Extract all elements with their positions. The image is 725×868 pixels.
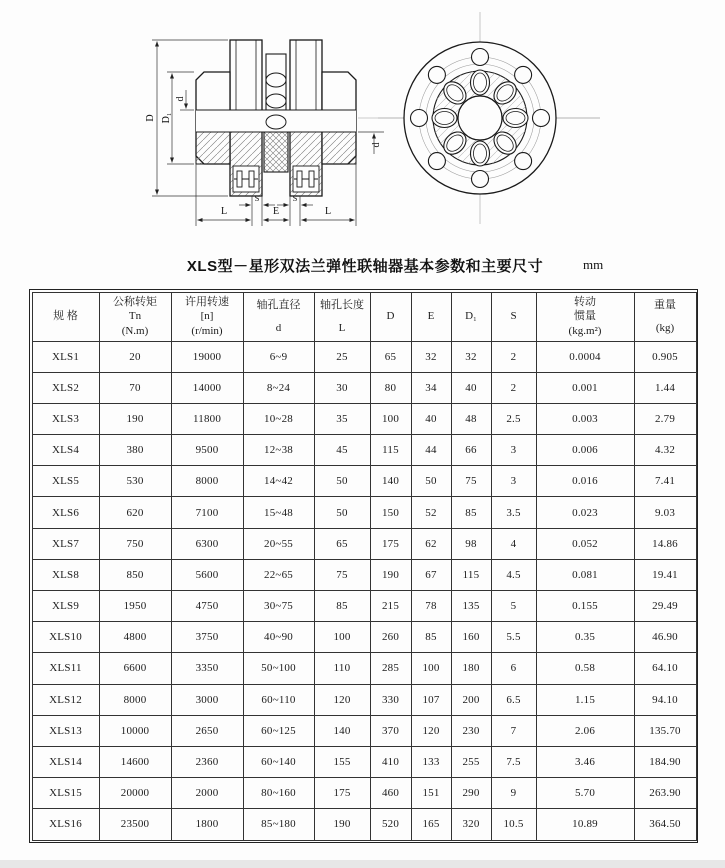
dim-label-E: E [272,206,280,217]
table-row [32,684,696,715]
table-cell: 5 [491,591,536,622]
table-cell: 65 [314,528,370,559]
table-cell: 160 [451,622,491,653]
table-row [32,778,696,809]
dim-label-L-right: L [324,206,332,217]
table-cell: 0.155 [536,591,634,622]
table-cell: 7.41 [634,466,696,497]
table-cell: 184.90 [634,746,696,777]
table-cell: 85~180 [243,809,314,840]
table-cell: 100 [314,622,370,653]
table-cell: 60~125 [243,715,314,746]
table-cell: 6 [491,653,536,684]
table-row [32,435,696,466]
table-row [32,466,696,497]
table-cell: 20000 [99,778,171,809]
header-cell-bore-l: 轴孔长度 L [314,292,370,341]
table-cell: 7 [491,715,536,746]
table-cell: 0.006 [536,435,634,466]
page-title: XLS型－星形双法兰弹性联轴器基本参数和主要尺寸 [186,258,544,275]
table-cell: 50~100 [243,653,314,684]
table-cell: 120 [314,684,370,715]
table-cell: 0.58 [536,653,634,684]
table-cell: 34 [411,372,451,403]
table-cell: 0.905 [634,341,696,372]
table-cell: 3.46 [536,746,634,777]
table-row [32,403,696,434]
table-cell: 6.5 [491,684,536,715]
spec-table-frame [29,289,698,843]
table-cell: 100 [370,403,411,434]
table-cell: 85 [314,591,370,622]
table-cell: 520 [370,809,411,840]
table-cell: 5600 [171,559,243,590]
table-cell: 10000 [99,715,171,746]
table-cell: 3 [491,435,536,466]
table-cell: 155 [314,746,370,777]
table-cell: 8~24 [243,372,314,403]
table-cell: 44 [411,435,451,466]
table-cell: XLS2 [32,372,99,403]
table-cell: 0.001 [536,372,634,403]
table-cell: 190 [314,809,370,840]
table-cell: 10~28 [243,403,314,434]
table-cell: 850 [99,559,171,590]
table-cell: 380 [99,435,171,466]
table-cell: 3750 [171,622,243,653]
table-cell: 3000 [171,684,243,715]
table-cell: 2.5 [491,403,536,434]
front-view [378,12,600,224]
table-cell: 20 [99,341,171,372]
table-cell: 80 [370,372,411,403]
bolt-detail-left [233,166,259,192]
table-cell: 19.41 [634,559,696,590]
table-cell: 175 [370,528,411,559]
dim-label-d-left: d [175,96,186,102]
table-cell: 3 [491,466,536,497]
table-cell: 530 [99,466,171,497]
table-cell: 80~160 [243,778,314,809]
table-cell: XLS7 [32,528,99,559]
table-cell: 115 [370,435,411,466]
dim-label-d-right: d [371,142,382,148]
table-row [32,809,696,840]
table-header-row [32,292,696,341]
table-cell: 70 [99,372,171,403]
table-cell: 10.89 [536,809,634,840]
table-cell: XLS8 [32,559,99,590]
table-cell: 40 [411,403,451,434]
table-cell: 8000 [99,684,171,715]
title-row [0,255,725,281]
table-cell: 0.023 [536,497,634,528]
table-cell: 8000 [171,466,243,497]
table-cell: 32 [451,341,491,372]
table-cell: 46.90 [634,622,696,653]
table-cell: 65 [370,341,411,372]
table-cell: XLS11 [32,653,99,684]
table-cell: XLS13 [32,715,99,746]
dim-label-D1: D₁ [161,112,172,124]
spec-table [32,292,697,841]
bolt-detail-right [293,166,319,192]
table-cell: 120 [411,715,451,746]
table-cell: 23500 [99,809,171,840]
table-cell: 14000 [171,372,243,403]
table-cell: 7.5 [491,746,536,777]
table-cell: 1800 [171,809,243,840]
table-cell: 7100 [171,497,243,528]
table-cell: 180 [451,653,491,684]
table-cell: 2 [491,372,536,403]
header-cell-D: D [370,292,411,341]
table-cell: 100 [411,653,451,684]
table-cell: 4 [491,528,536,559]
table-cell: 215 [370,591,411,622]
table-cell: XLS4 [32,435,99,466]
table-cell: 15~48 [243,497,314,528]
table-cell: 52 [411,497,451,528]
header-cell-spec: 规 格 [32,292,99,341]
table-cell: XLS9 [32,591,99,622]
table-cell: 40 [451,372,491,403]
unit-label: mm [583,257,604,272]
table-cell: XLS5 [32,466,99,497]
table-cell: 78 [411,591,451,622]
table-cell: 0.081 [536,559,634,590]
table-cell: 62 [411,528,451,559]
table-cell: 40~90 [243,622,314,653]
table-cell: 1950 [99,591,171,622]
table-cell: 9.03 [634,497,696,528]
table-cell: 285 [370,653,411,684]
table-cell: 6300 [171,528,243,559]
table-cell: 19000 [171,341,243,372]
table-cell: 14.86 [634,528,696,559]
table-cell: 50 [411,466,451,497]
table-cell: 35 [314,403,370,434]
table-cell: 2.06 [536,715,634,746]
table-cell: 200 [451,684,491,715]
table-cell: 32 [411,341,451,372]
table-cell: 20~55 [243,528,314,559]
table-cell: 50 [314,497,370,528]
table-cell: 260 [370,622,411,653]
technical-drawing [0,0,725,252]
table-cell: XLS6 [32,497,99,528]
table-cell: 165 [411,809,451,840]
table-cell: 290 [451,778,491,809]
table-cell: 255 [451,746,491,777]
table-cell: 2360 [171,746,243,777]
table-cell: 364.50 [634,809,696,840]
header-cell-S: S [491,292,536,341]
table-cell: 12~38 [243,435,314,466]
table-cell: 2.79 [634,403,696,434]
page-bottom-edge [0,860,725,868]
table-cell: 5.5 [491,622,536,653]
table-row [32,559,696,590]
table-row [32,622,696,653]
table-cell: 64.10 [634,653,696,684]
table-cell: 98 [451,528,491,559]
header-cell-weight: 重量 (kg) [634,292,696,341]
table-cell: 0.003 [536,403,634,434]
table-cell: XLS12 [32,684,99,715]
table-row [32,746,696,777]
table-cell: 30~75 [243,591,314,622]
table-row [32,591,696,622]
table-cell: 29.49 [634,591,696,622]
table-cell: 140 [370,466,411,497]
table-cell: 460 [370,778,411,809]
table-cell: 0.35 [536,622,634,653]
table-cell: 263.90 [634,778,696,809]
table-cell: 14~42 [243,466,314,497]
table-body [32,341,696,840]
table-row [32,372,696,403]
table-cell: 9500 [171,435,243,466]
dim-label-S-left: S [254,193,260,203]
table-cell: 135.70 [634,715,696,746]
table-cell: 6~9 [243,341,314,372]
table-cell: 14600 [99,746,171,777]
table-cell: 620 [99,497,171,528]
table-cell: 3350 [171,653,243,684]
table-cell: 48 [451,403,491,434]
table-cell: XLS16 [32,809,99,840]
table-cell: 30 [314,372,370,403]
table-cell: 11800 [171,403,243,434]
table-cell: 1.15 [536,684,634,715]
table-cell: 75 [314,559,370,590]
table-cell: 3.5 [491,497,536,528]
table-row [32,497,696,528]
table-cell: XLS15 [32,778,99,809]
table-cell: 150 [370,497,411,528]
table-cell: 25 [314,341,370,372]
table-cell: 10.5 [491,809,536,840]
dim-label-L-left: L [220,206,228,217]
table-cell: 4750 [171,591,243,622]
table-cell: 107 [411,684,451,715]
table-cell: XLS1 [32,341,99,372]
table-cell: XLS3 [32,403,99,434]
table-cell: 85 [411,622,451,653]
table-cell: 60~140 [243,746,314,777]
table-cell: 115 [451,559,491,590]
dim-label-D: D [145,114,156,122]
table-cell: 0.052 [536,528,634,559]
table-cell: 5.70 [536,778,634,809]
table-cell: 2000 [171,778,243,809]
table-cell: 175 [314,778,370,809]
table-cell: 67 [411,559,451,590]
table-cell: 4.32 [634,435,696,466]
table-cell: 6600 [99,653,171,684]
table-cell: 330 [370,684,411,715]
header-cell-E: E [411,292,451,341]
header-cell-D1: D₁ [451,292,491,341]
table-cell: 133 [411,746,451,777]
table-cell: 60~110 [243,684,314,715]
table-cell: 1.44 [634,372,696,403]
table-cell: 2 [491,341,536,372]
coupling-drawing-svg [0,0,725,252]
table-cell: 9 [491,778,536,809]
header-cell-bore-d: 轴孔直径 d [243,292,314,341]
table-cell: 66 [451,435,491,466]
table-cell: 22~65 [243,559,314,590]
table-cell: 4.5 [491,559,536,590]
table-cell: 110 [314,653,370,684]
table-cell: 135 [451,591,491,622]
table-row [32,528,696,559]
header-cell-speed: 许用转速 [n] (r/min) [171,292,243,341]
table-cell: 45 [314,435,370,466]
table-cell: 0.016 [536,466,634,497]
table-cell: 151 [411,778,451,809]
table-row [32,341,696,372]
dim-label-S-right: S [292,193,298,203]
table-cell: 750 [99,528,171,559]
table-cell: 320 [451,809,491,840]
table-cell: 85 [451,497,491,528]
table-cell: 75 [451,466,491,497]
table-cell: XLS10 [32,622,99,653]
table-cell: 140 [314,715,370,746]
table-cell: 4800 [99,622,171,653]
header-cell-torque: 公称转矩 Tn (N.m) [99,292,171,341]
table-cell: 190 [370,559,411,590]
table-row [32,715,696,746]
table-cell: 190 [99,403,171,434]
table-cell: XLS14 [32,746,99,777]
table-cell: 50 [314,466,370,497]
table-cell: 410 [370,746,411,777]
table-cell: 370 [370,715,411,746]
table-cell: 94.10 [634,684,696,715]
table-cell: 0.0004 [536,341,634,372]
table-cell: 230 [451,715,491,746]
table-row [32,653,696,684]
header-cell-inertia: 转动 惯量 (kg.m²) [536,292,634,341]
table-cell: 2650 [171,715,243,746]
